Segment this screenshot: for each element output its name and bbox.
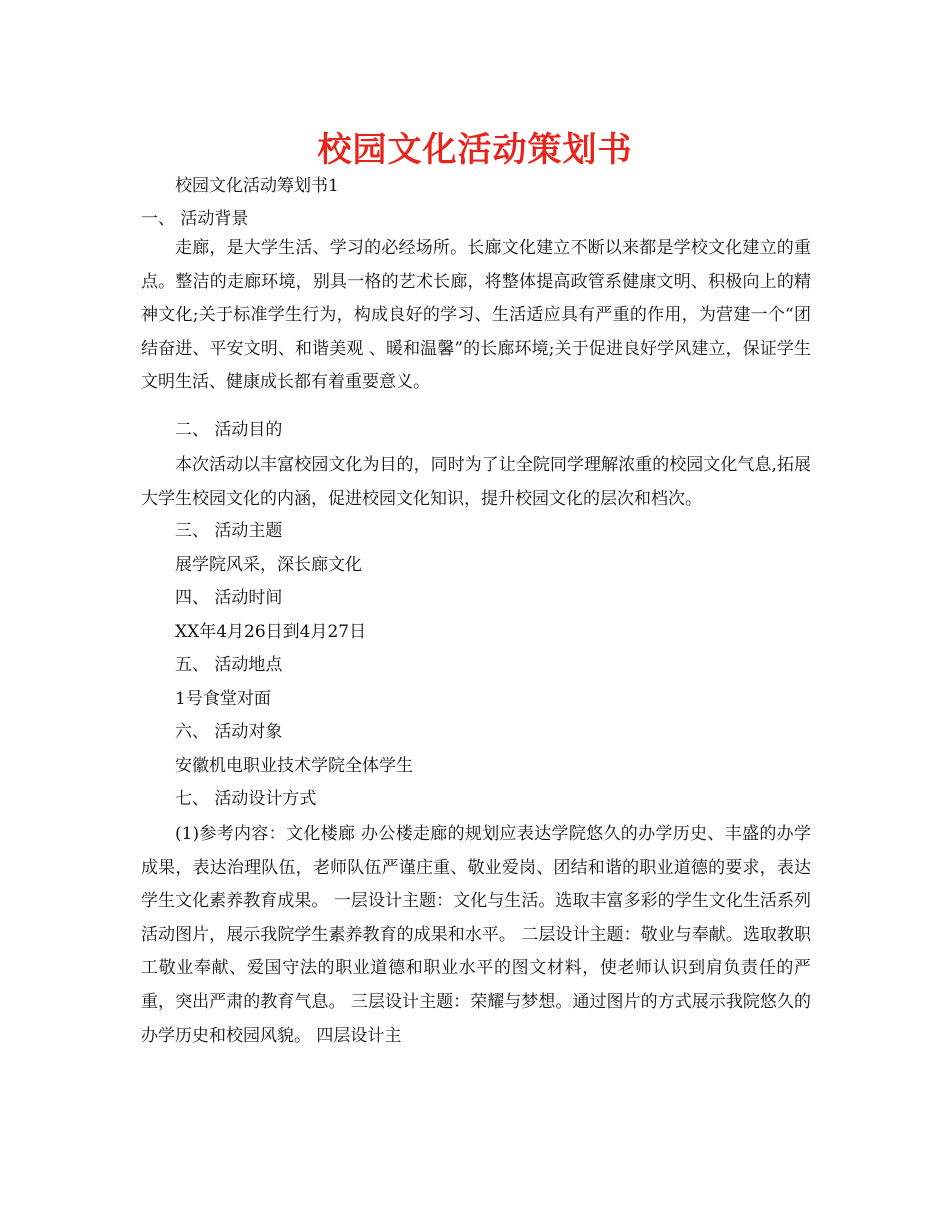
place-text: 1号食堂对面 bbox=[175, 689, 271, 709]
section-heading-place: 五、 活动地点 bbox=[175, 655, 283, 675]
section-heading-design: 七、 活动设计方式 bbox=[175, 789, 317, 809]
section-heading-background: 一、 活动背景 bbox=[141, 209, 249, 229]
section-heading-theme: 三、 活动主题 bbox=[175, 521, 283, 541]
section-heading-purpose: 二、 活动目的 bbox=[175, 420, 283, 440]
document-subtitle: 校园文化活动筹划书1 bbox=[175, 176, 339, 196]
document-title: 校园文化活动策划书 bbox=[317, 130, 633, 170]
target-text: 安徽机电职业技术学院全体学生 bbox=[175, 756, 413, 776]
theme-text: 展学院风采，深长廊文化 bbox=[175, 555, 362, 575]
paragraph-background: 走廊，是大学生活、学习的必经场所。长廊文化建立不断以来都是学校文化建立的重点。整洁的走廊环境，别具一格的艺术长廊，将整体提高政管系健康文明、积极向上的精神文化;关于标准学生行为，构成良好的学习、生活适应具有严重的作用，为营建一个“团结奋进、平安文明、和谐美观 、暖和温馨”的长廊环境;关于促进良好学风建立，保证学生文明生活、健康成长都有着重要意义。 bbox=[141, 238, 811, 393]
time-text: XX年4月26日到4月27日 bbox=[175, 622, 367, 642]
section-heading-time: 四、 活动时间 bbox=[175, 588, 283, 608]
section-heading-target: 六、 活动对象 bbox=[175, 722, 283, 742]
paragraph-purpose: 本次活动以丰富校园文化为目的，同时为了让全院同学理解浓重的校园文化气息,拓展大学生校园文化的内涵，促进校园文化知识，提升校园文化的层次和档次。 bbox=[141, 455, 811, 509]
paragraph-design: (1)参考内容：文化楼廊 办公楼走廊的规划应表达学院悠久的办学历史、丰盛的办学成果，表达治理队伍，老师队伍严谨庄重、敬业爱岗、团结和谐的职业道德的要求，表达学生文化素养教育成果。 一层设计主题：文化与生活。选取丰富多彩的学生文化生活系列活动图片，展示我院学生素养教育的成果和水平。 二层设计主题：敬业与奉献。选取教职工敬业奉献、爱国守法的职业道德和职业水平的图文材料，使老师认识到肩负责任的严重，突出严肃的教育气息。 三层设计主题：荣耀与梦想。通过图片的方式展示我院悠久的办学历史和校园风貌。 四层设计主 bbox=[141, 824, 811, 1046]
